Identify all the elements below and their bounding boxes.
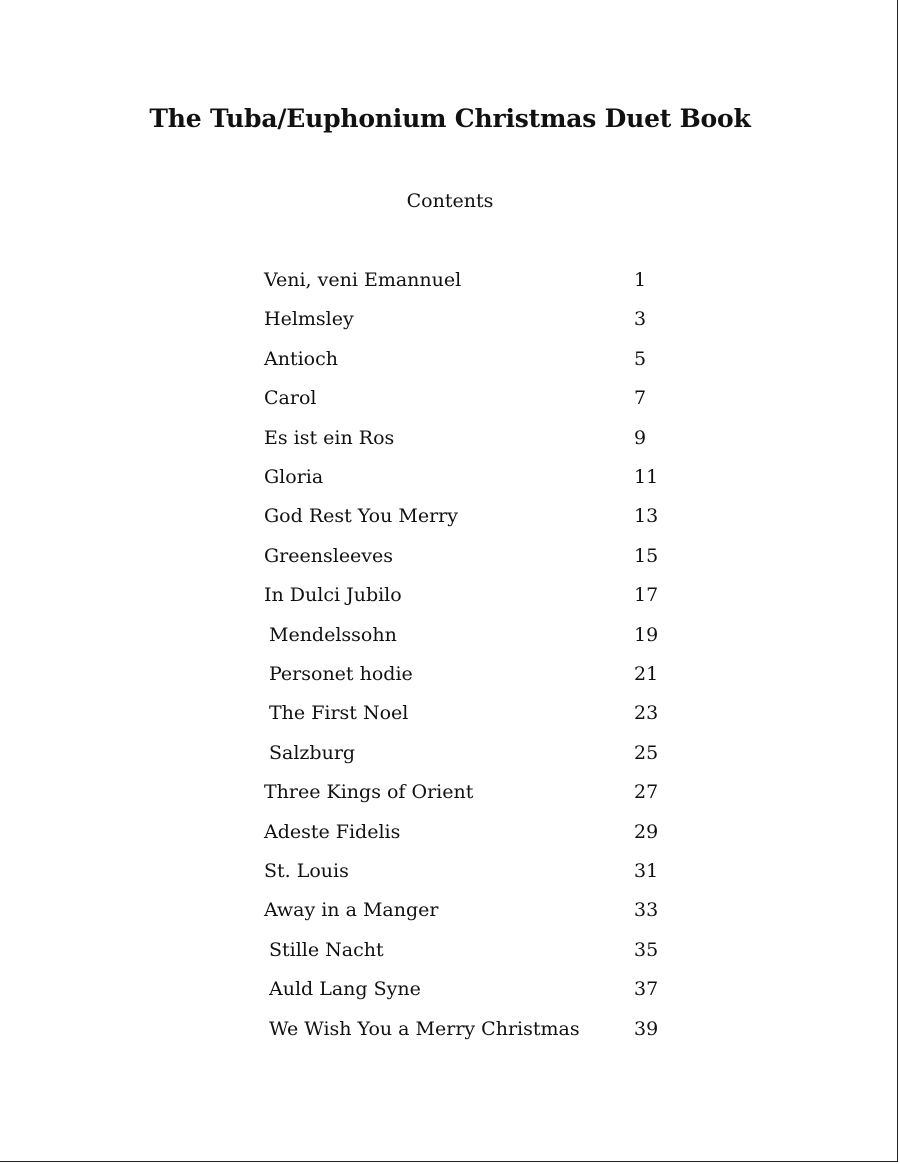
toc-entry-page-number: 17 <box>634 584 659 607</box>
toc-entry-page-number: 25 <box>634 741 659 764</box>
toc-entry-title: Three Kings of Orient <box>264 781 474 804</box>
toc-entry <box>0 383 900 413</box>
toc-entry-page-number: 39 <box>634 1017 659 1040</box>
toc-entry-page-number: 7 <box>634 387 647 410</box>
toc-entry <box>0 620 900 650</box>
toc-entry-page-number: 15 <box>634 544 659 567</box>
contents-heading: Contents <box>406 190 494 212</box>
toc-entry-title: Away in a Manger <box>264 899 439 922</box>
toc-entry <box>0 817 900 847</box>
toc-entry-page-number: 9 <box>634 426 647 449</box>
toc-entry <box>0 974 900 1004</box>
toc-entry <box>0 777 900 807</box>
toc-entry <box>0 541 900 571</box>
toc-entry-page-number: 1 <box>634 269 647 291</box>
toc-entry <box>0 738 900 768</box>
toc-entry <box>0 344 900 374</box>
toc-entry-title: Adeste Fidelis <box>264 820 401 843</box>
toc-entry <box>0 1014 900 1044</box>
toc-entry <box>0 659 900 689</box>
document-title: The Tuba/Euphonium Christmas Duet Book <box>149 104 751 133</box>
toc-entry <box>0 265 900 295</box>
toc-entry-title: Mendelssohn <box>269 623 397 646</box>
toc-entry-title: St. Louis <box>264 860 349 882</box>
toc-entry-page-number: 33 <box>634 899 659 922</box>
toc-entry-title: Carol <box>264 387 317 410</box>
toc-entry-title: Personet hodie <box>269 663 413 685</box>
toc-entry <box>0 698 900 728</box>
toc-entry <box>0 304 900 334</box>
toc-entry-title: Antioch <box>264 347 338 370</box>
toc-entry-page-number: 29 <box>634 820 659 843</box>
toc-entry-title: We Wish You a Merry Christmas <box>269 1017 580 1040</box>
toc-entry <box>0 580 900 610</box>
toc-entry-page-number: 5 <box>634 347 647 370</box>
toc-entry-title: God Rest You Merry <box>264 505 458 528</box>
toc-entry-title: Greensleeves <box>264 544 394 567</box>
toc-entry-title: Helmsley <box>264 308 354 331</box>
toc-entry-title: Gloria <box>264 466 324 488</box>
toc-entry-page-number: 27 <box>634 781 659 804</box>
toc-entry-page-number: 13 <box>634 505 659 528</box>
toc-entry-page-number: 31 <box>634 860 659 882</box>
toc-entry-page-number: 21 <box>634 663 659 685</box>
toc-entry <box>0 935 900 965</box>
toc-entry <box>0 501 900 531</box>
toc-entry <box>0 423 900 453</box>
toc-entry <box>0 462 900 492</box>
toc-entry-page-number: 19 <box>634 623 659 646</box>
toc-entry <box>0 895 900 925</box>
toc-entry-title: Stille Nacht <box>269 938 384 961</box>
toc-entry-title: The First Noel <box>269 702 409 725</box>
toc-entry-page-number: 11 <box>634 466 659 488</box>
toc-entry <box>0 856 900 886</box>
toc-entry-page-number: 35 <box>634 938 659 961</box>
toc-entry-title: Veni, veni Emannuel <box>264 269 462 291</box>
toc-entry-page-number: 3 <box>634 308 647 331</box>
toc-entry-page-number: 37 <box>634 978 659 1001</box>
toc-entry-title: Es ist ein Ros <box>264 426 395 449</box>
toc-entry-title: Salzburg <box>269 741 356 764</box>
toc-entry-title: In Dulci Jubilo <box>264 584 402 607</box>
toc-entry-page-number: 23 <box>634 702 659 725</box>
toc-entry-title: Auld Lang Syne <box>269 978 421 1001</box>
